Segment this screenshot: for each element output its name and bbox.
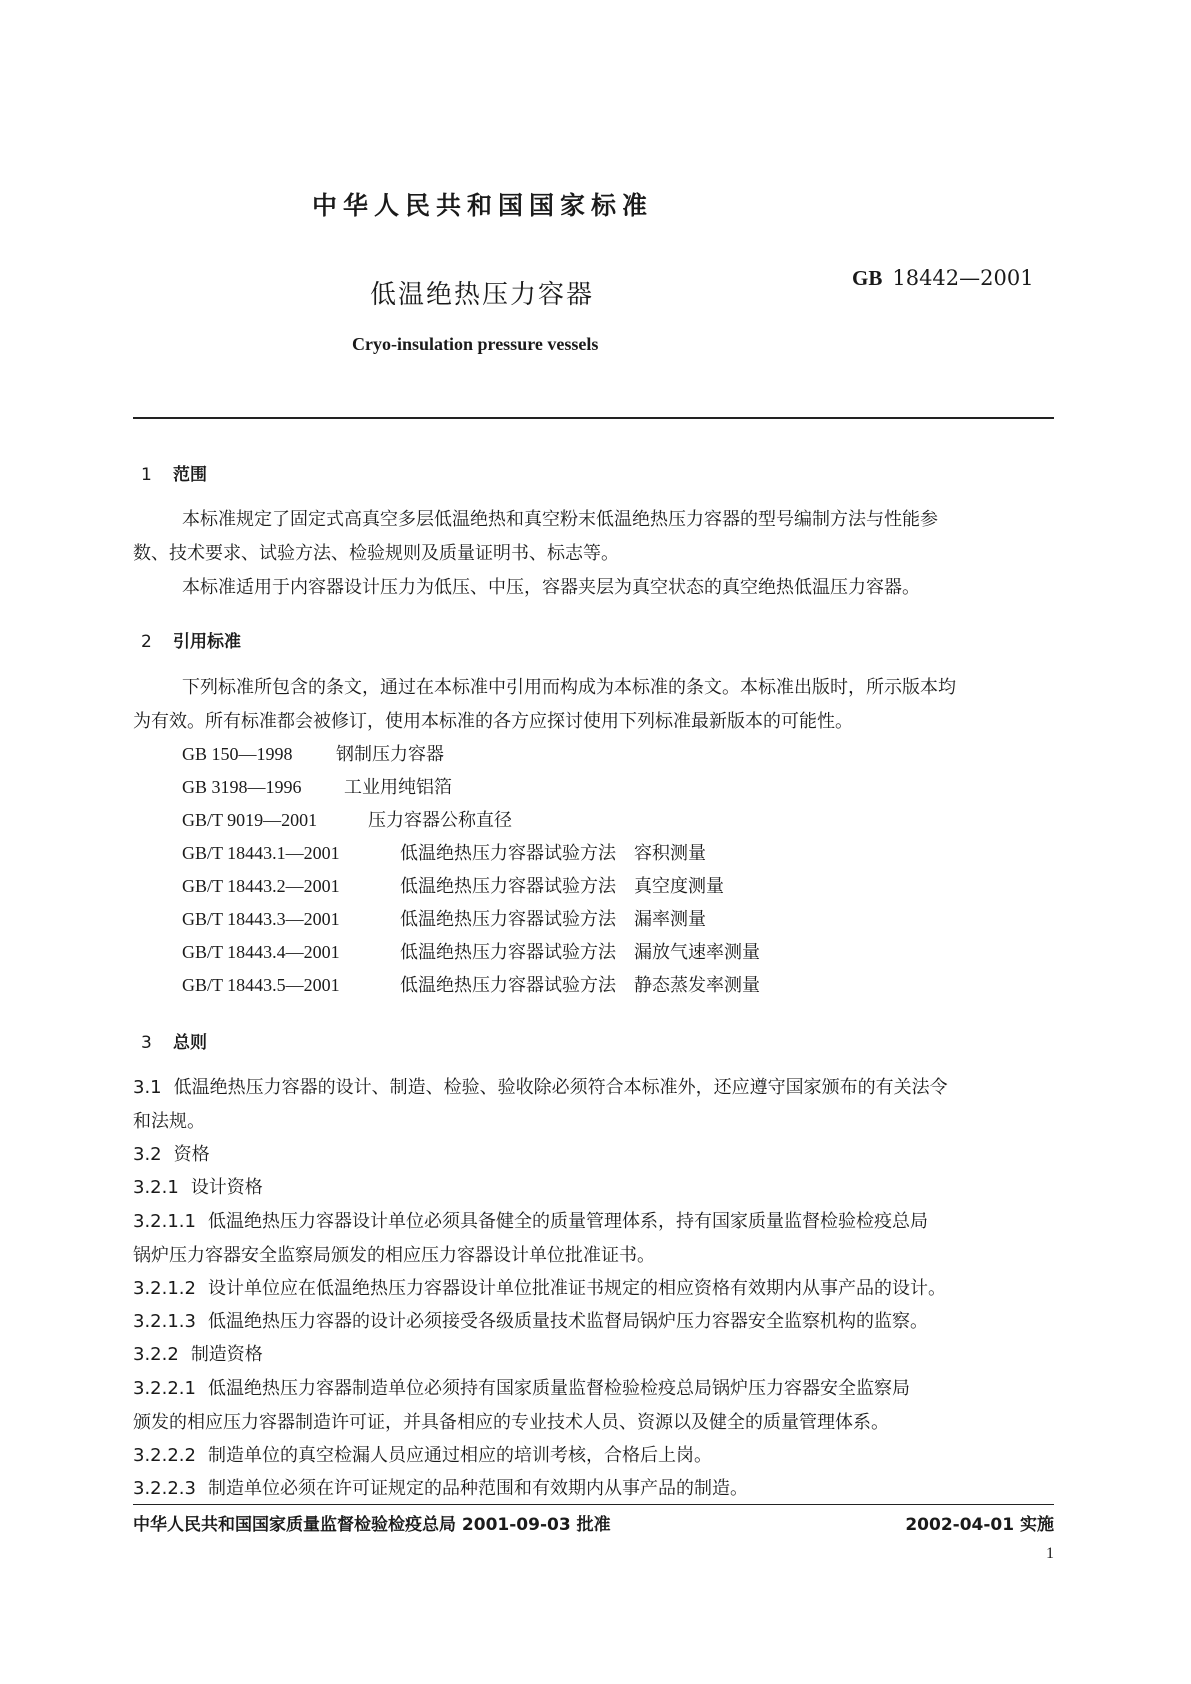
approval-statement: 中华人民共和国国家质量监督检验检疫总局 2001-09-03 批准 — [133, 1515, 611, 1535]
reference-name: 低温绝热压力容器试验方法 漏放气速率测量 — [400, 942, 760, 963]
clause-number: 3.2.2.2 — [133, 1445, 196, 1466]
reference-item — [182, 773, 452, 799]
section-2-paragraph-line-1: 下列标准所包含的条文，通过在本标准中引用而构成为本标准的条文。本标准出版时，所示版本均 — [182, 677, 956, 698]
clause-3-2-2-3 — [133, 1474, 748, 1500]
footer-divider — [133, 1504, 1054, 1505]
section-1-heading — [141, 460, 207, 485]
section-1-paragraph-2: 本标准适用于内容器设计压力为低压、中压，容器夹层为真空状态的真空绝热低温压力容器。 — [182, 577, 920, 598]
reference-code: GB/T 18443.1—2001 — [182, 843, 340, 863]
clause-3-2-2 — [133, 1340, 263, 1366]
clause-text: 低温绝热压力容器设计单位必须具备健全的质量管理体系，持有国家质量监督检验检疫总局 — [207, 1211, 928, 1232]
clause-3-2-2-1 — [133, 1374, 910, 1400]
reference-name: 压力容器公称直径 — [368, 810, 512, 831]
reference-code: GB/T 18443.4—2001 — [182, 942, 340, 962]
reference-name: 低温绝热压力容器试验方法 容积测量 — [400, 843, 706, 864]
clause-3-2-2-1-continued — [133, 1408, 889, 1434]
standard-code-prefix: GB — [852, 266, 883, 290]
clause-3-2-1-1-continued — [133, 1241, 655, 1267]
section-3-number: 3 — [141, 1033, 152, 1053]
reference-name: 低温绝热压力容器试验方法 漏率测量 — [400, 909, 706, 930]
clause-3-2-1 — [133, 1173, 263, 1199]
clause-3-2-1-2 — [133, 1274, 946, 1300]
reference-code: GB 150—1998 — [182, 744, 293, 764]
clause-text: 设计资格 — [190, 1177, 263, 1198]
reference-code: GB/T 9019—2001 — [182, 810, 318, 830]
effective-date: 2002-04-01 实施 — [905, 1515, 1054, 1535]
reference-code: GB/T 18443.5—2001 — [182, 975, 340, 995]
clause-number: 3.2.1.1 — [133, 1211, 196, 1232]
reference-item — [182, 938, 760, 964]
clause-number: 3.2 — [133, 1144, 162, 1165]
section-1-paragraph-1-line-1: 本标准规定了固定式高真空多层低温绝热和真空粉末低温绝热压力容器的型号编制方法与性能参 — [182, 509, 938, 530]
section-2-title: 引用标准 — [173, 632, 241, 652]
section-1-number: 1 — [141, 465, 152, 485]
standard-code — [852, 266, 1034, 291]
clause-number: 3.2.1 — [133, 1177, 179, 1198]
reference-item — [182, 872, 724, 898]
section-2-heading — [141, 627, 241, 652]
clause-3-2-1-3 — [133, 1307, 928, 1333]
clause-number: 3.2.1.3 — [133, 1311, 196, 1332]
reference-item — [182, 740, 444, 766]
clause-text: 低温绝热压力容器的设计必须接受各级质量技术监督局锅炉压力容器安全监察机构的监察。 — [207, 1311, 928, 1332]
clause-text: 制造资格 — [190, 1344, 263, 1365]
reference-item — [182, 839, 706, 865]
section-3-title: 总则 — [173, 1033, 207, 1053]
reference-code: GB/T 18443.2—2001 — [182, 876, 340, 896]
page-number: 1 — [1046, 1545, 1054, 1562]
section-1-title: 范围 — [173, 465, 207, 485]
reference-name: 工业用纯铝箔 — [344, 777, 452, 798]
clause-number: 3.1 — [133, 1077, 162, 1098]
reference-name: 钢制压力容器 — [336, 744, 444, 765]
reference-code: GB/T 18443.3—2001 — [182, 909, 340, 929]
section-2-paragraph-line-2: 为有效。所有标准都会被修订，使用本标准的各方应探讨使用下列标准最新版本的可能性。 — [133, 711, 853, 732]
clause-number: 3.2.2.1 — [133, 1378, 196, 1399]
reference-name: 低温绝热压力容器试验方法 静态蒸发率测量 — [400, 975, 760, 996]
clause-number: 3.2.1.2 — [133, 1278, 196, 1299]
clause-text: 资格 — [173, 1144, 210, 1165]
clause-text: 颁发的相应压力容器制造许可证，并具备相应的专业技术人员、资源以及健全的质量管理体系。 — [133, 1412, 889, 1433]
clause-3-1 — [133, 1073, 948, 1099]
clause-3-2-2-2 — [133, 1441, 712, 1467]
clause-text: 低温绝热压力容器制造单位必须持有国家质量监督检验检疫总局锅炉压力容器安全监察局 — [207, 1378, 910, 1399]
national-standard-heading: 中华人民共和国国家标准 — [312, 191, 654, 220]
clause-text: 低温绝热压力容器的设计、制造、检验、验收除必须符合本标准外，还应遵守国家颁布的有关法令 — [173, 1077, 948, 1098]
clause-3-2-1-1 — [133, 1207, 928, 1233]
clause-text: 制造单位的真空检漏人员应通过相应的培训考核，合格后上岗。 — [207, 1445, 712, 1466]
clause-text: 制造单位必须在许可证规定的品种范围和有效期内从事产品的制造。 — [207, 1478, 748, 1499]
reference-item — [182, 905, 706, 931]
section-2-number: 2 — [141, 632, 152, 652]
clause-text: 设计单位应在低温绝热压力容器设计单位批准证书规定的相应资格有效期内从事产品的设计。 — [207, 1278, 946, 1299]
reference-item — [182, 806, 512, 832]
document-title-en: Cryo-insulation pressure vessels — [352, 334, 599, 354]
document-title-cn: 低温绝热压力容器 — [370, 280, 595, 310]
standard-code-number: 18442—2001 — [892, 266, 1034, 290]
clause-3-2 — [133, 1140, 210, 1166]
reference-name: 低温绝热压力容器试验方法 真空度测量 — [400, 876, 724, 897]
reference-code: GB 3198—1996 — [182, 777, 302, 797]
reference-item — [182, 971, 760, 997]
clause-number: 3.2.2.3 — [133, 1478, 196, 1499]
header-divider — [133, 417, 1054, 419]
clause-3-1-continued — [133, 1107, 205, 1133]
clause-number: 3.2.2 — [133, 1344, 179, 1365]
section-1-paragraph-1-line-2: 数、技术要求、试验方法、检验规则及质量证明书、标志等。 — [133, 543, 619, 564]
section-3-heading — [141, 1028, 207, 1053]
clause-text: 和法规。 — [133, 1111, 205, 1132]
clause-text: 锅炉压力容器安全监察局颁发的相应压力容器设计单位批准证书。 — [133, 1245, 655, 1266]
